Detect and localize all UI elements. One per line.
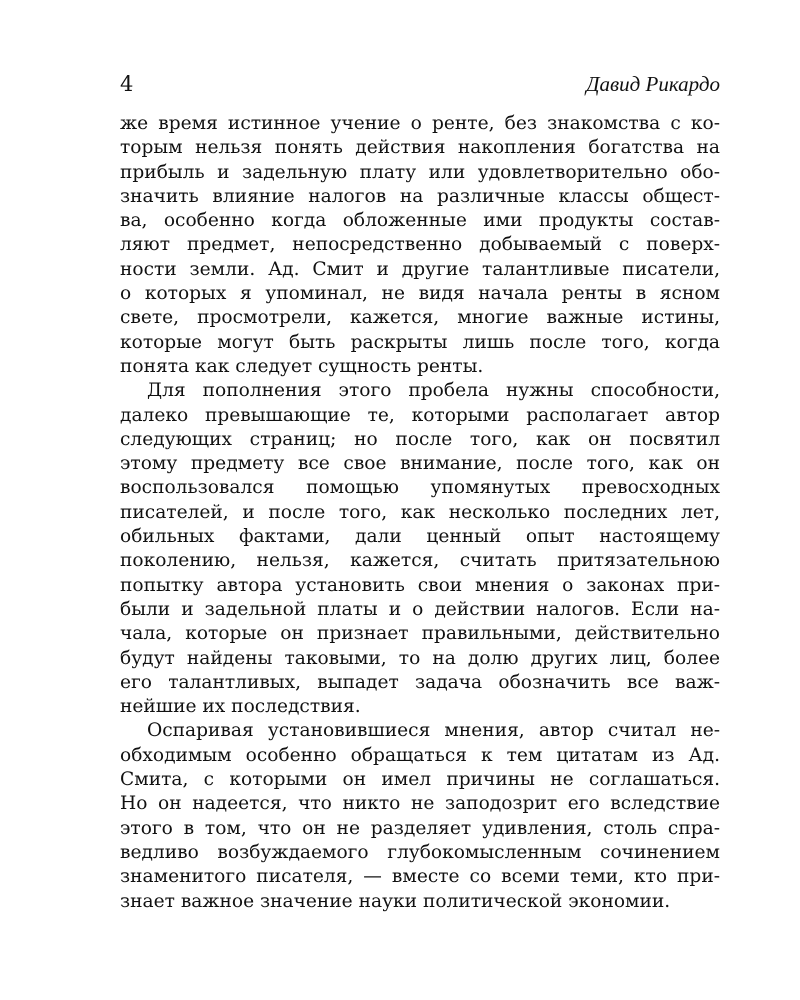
text-line: были и задельной платы и о действии налогов. Если на- [120,598,720,620]
text-line: же время истинное учение о ренте, без знакомства с ко- [120,113,720,134]
text-line: этого в том, что он не разделяет удивления, столь спра- [120,817,720,839]
text-line: обходимым особенно обращаться к тем цитатам из Ад. [120,744,720,766]
text-line: прибыль и задельную плату или удовлетворительно обо- [120,161,720,183]
text-line: знает важное значение науки политической экономии. [120,890,671,912]
text-line: значить влияние налогов на различные классы общест- [120,185,720,207]
text-line: которые могут быть раскрыты лишь после того, когда [120,331,720,353]
text-line: ности земли. Ад. Смит и другие талантливые писатели, [120,258,720,280]
text-line: попытку автора установить свои мнения о законах при- [120,574,720,596]
body-text [120,112,720,914]
text-line: писателей, и после того, как несколько последних лет, [120,501,720,523]
text-line: далеко превышающие те, которыми располагает автор [120,404,720,426]
text-line: о которых я упоминал, не видя начала ренты в ясном [120,283,720,305]
text-line: торым нельзя понять действия накопления богатства на [120,137,720,159]
text-line: ляют предмет, непосредственно добываемый с поверх- [120,234,720,256]
text-line: будут найдены таковыми, то на долю других лиц, более [120,647,720,669]
text-line: Оспаривая установившиеся мнения, автор считал не- [147,720,720,742]
text-line: этому предмету все свое внимание, после того, как он [120,453,720,475]
text-line: воспользовался помощью упомянутых превосходных [120,477,720,499]
text-line: нейшие их последствия. [120,696,361,718]
text-line: поколению, нельзя, кажется, считать притязательною [120,550,720,572]
text-line: свете, просмотрели, кажется, многие важные истины, [120,307,720,329]
text-line: понята как следует сущность ренты. [120,355,484,377]
text-line: Смита, с которыми он имел причины не соглашаться. [120,769,720,791]
text-line: знаменитого писателя, — вместе со всеми теми, кто при- [120,866,720,888]
text-line: его талантливых, выпадет задача обозначить все важ- [120,671,720,693]
running-head-author: Давид Рикардо [586,72,720,96]
text-line: чала, которые он признает правильными, действительно [120,623,720,645]
text-line: Но он надеется, что никто не заподозрит его вследствие [120,793,720,815]
page-number: 4 [120,72,134,96]
page-header [120,72,720,102]
text-line: обильных фактами, дали ценный опыт настоящему [120,526,720,548]
text-line: следующих страниц; но после того, как он посвятил [120,428,720,450]
text-line: Для пополнения этого пробела нужны способности, [147,380,720,402]
text-line: ва, особенно когда обложенные ими продукты состав- [120,210,720,232]
text-line: ведливо возбуждаемого глубокомысленным сочинением [120,841,720,863]
